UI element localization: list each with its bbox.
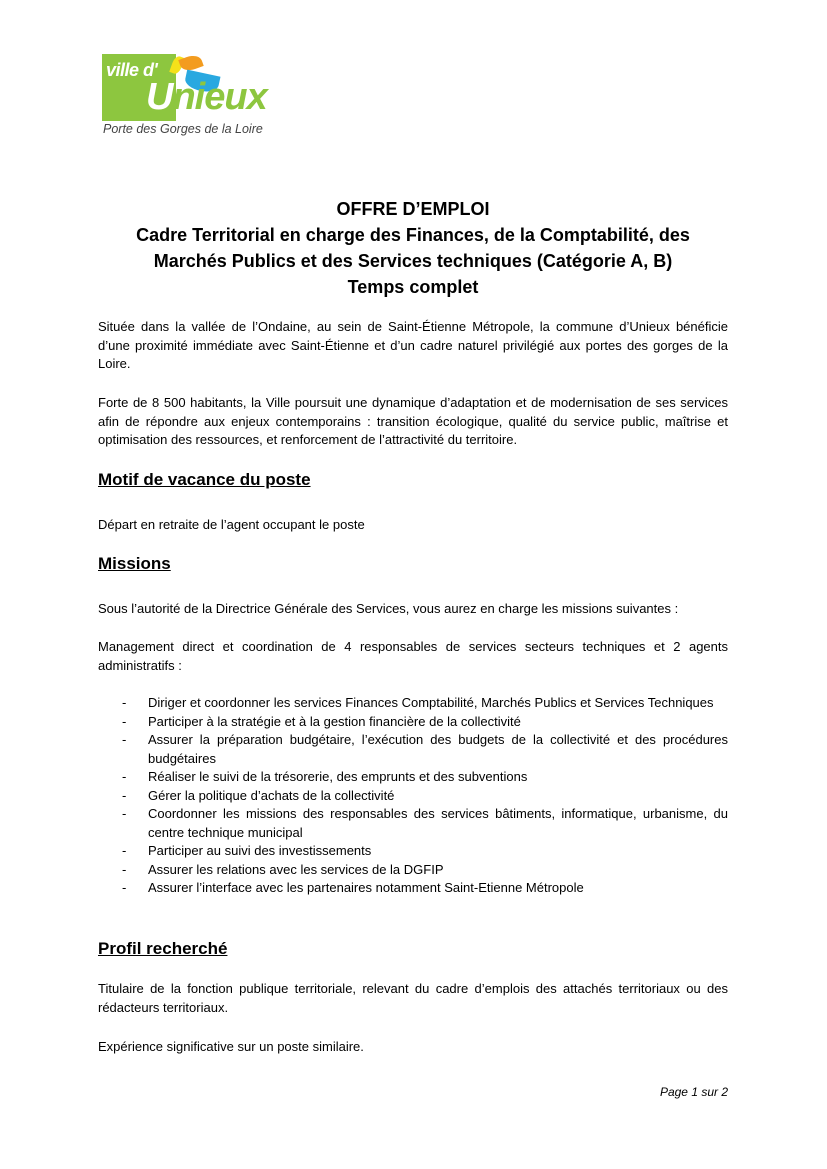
logo-tagline: Porte des Gorges de la Loire — [103, 122, 263, 136]
bullet-dash-icon: - — [122, 695, 127, 710]
logo-unieux-text — [146, 76, 267, 119]
mission-text: Gérer la politique d’achats de la collectivité — [148, 787, 395, 803]
heading-vacancy: Motif de vacance du poste — [98, 470, 311, 489]
mission-item — [98, 805, 728, 842]
logo-ville-text: ville d' — [106, 60, 158, 80]
mission-text: Participer à la stratégie et à la gestion financière de la collectivité — [148, 713, 521, 729]
title-line-schedule: Temps complet — [347, 277, 479, 297]
bullet-dash-icon: - — [122, 732, 127, 747]
bullet-dash-icon: - — [122, 769, 127, 784]
page-number: Page 1 sur 2 — [659, 1085, 728, 1099]
mission-item — [98, 731, 728, 768]
bullet-dash-icon: - — [122, 861, 127, 877]
mission-text: Assurer les relations avec les services de la DGFIP — [148, 861, 444, 877]
mission-text: Diriger et coordonner les services Finances Comptabilité, Marchés Publics et Services Techniques — [148, 695, 714, 710]
ville-unieux-logo — [102, 54, 277, 142]
profile-requirement: Titulaire de la fonction publique territoriale, relevant du cadre d’emplois des attachés territoriaux ou des rédacteurs territoriaux. — [98, 981, 728, 1015]
title-line-position-2: Marchés Publics et des Services techniques (Catégorie A, B) — [153, 251, 673, 271]
bullet-dash-icon: - — [122, 787, 127, 803]
mission-item — [98, 861, 728, 880]
mission-text: Assurer la préparation budgétaire, l’exécution des budgets de la collectivité et des procédures budgétaires — [148, 732, 728, 766]
mission-text: Coordonner les missions des responsables des services bâtiments, informatique, urbanisme, du centre technique municipal — [148, 806, 728, 840]
vacancy-text: Départ en retraite de l’agent occupant le poste — [98, 517, 365, 532]
mission-item — [98, 842, 728, 861]
mission-item — [98, 879, 728, 898]
profile-experience: Expérience significative sur un poste similaire. — [98, 1039, 364, 1054]
mission-item — [98, 787, 728, 806]
mission-text: Participer au suivi des investissements — [148, 843, 372, 858]
missions-management: Management direct et coordination de 4 responsables de services secteurs techniques et 2 agents administratifs : — [98, 639, 728, 673]
intro-paragraph-location: Située dans la vallée de l’Ondaine, au sein de Saint-Étienne Métropole, la commune d’Unieux bénéficie d’une proximité immédiate avec Saint-Étienne et d’un cadre naturel privilégié aux portes des gorges de la Loire. — [98, 319, 728, 371]
bullet-dash-icon: - — [122, 843, 127, 858]
logo-unieux-rest: nieux — [172, 76, 267, 118]
missions-intro: Sous l’autorité de la Directrice Générale des Services, vous aurez en charge les missions suivantes : — [98, 601, 679, 616]
heading-missions: Missions — [98, 554, 171, 573]
intro-paragraph-town: Forte de 8 500 habitants, la Ville poursuit une dynamique d’adaptation et de modernisation de ses services afin de répondre aux enjeux contemporains : transition écologique, qualité du service public, maîtrise et optimisation des ressources, et renforcement de l’attractivité du territoire. — [98, 395, 728, 447]
mission-item — [98, 694, 728, 713]
document-title — [98, 196, 728, 300]
bullet-dash-icon: - — [122, 880, 127, 895]
mission-text: Assurer l’interface avec les partenaires notamment Saint-Etienne Métropole — [148, 880, 584, 895]
title-line-offer: OFFRE D’EMPLOI — [336, 199, 490, 219]
bullet-dash-icon: - — [122, 713, 127, 729]
title-line-position-1: Cadre Territorial en charge des Finances, de la Comptabilité, des — [136, 225, 690, 245]
mission-item — [98, 713, 728, 732]
mission-item — [98, 768, 728, 787]
bullet-dash-icon: - — [122, 806, 127, 821]
mission-text: Réaliser le suivi de la trésorerie, des emprunts et des subventions — [148, 769, 528, 784]
logo-unieux-initial: U — [146, 76, 173, 118]
missions-list — [98, 694, 728, 898]
heading-profile: Profil recherché — [98, 939, 228, 958]
